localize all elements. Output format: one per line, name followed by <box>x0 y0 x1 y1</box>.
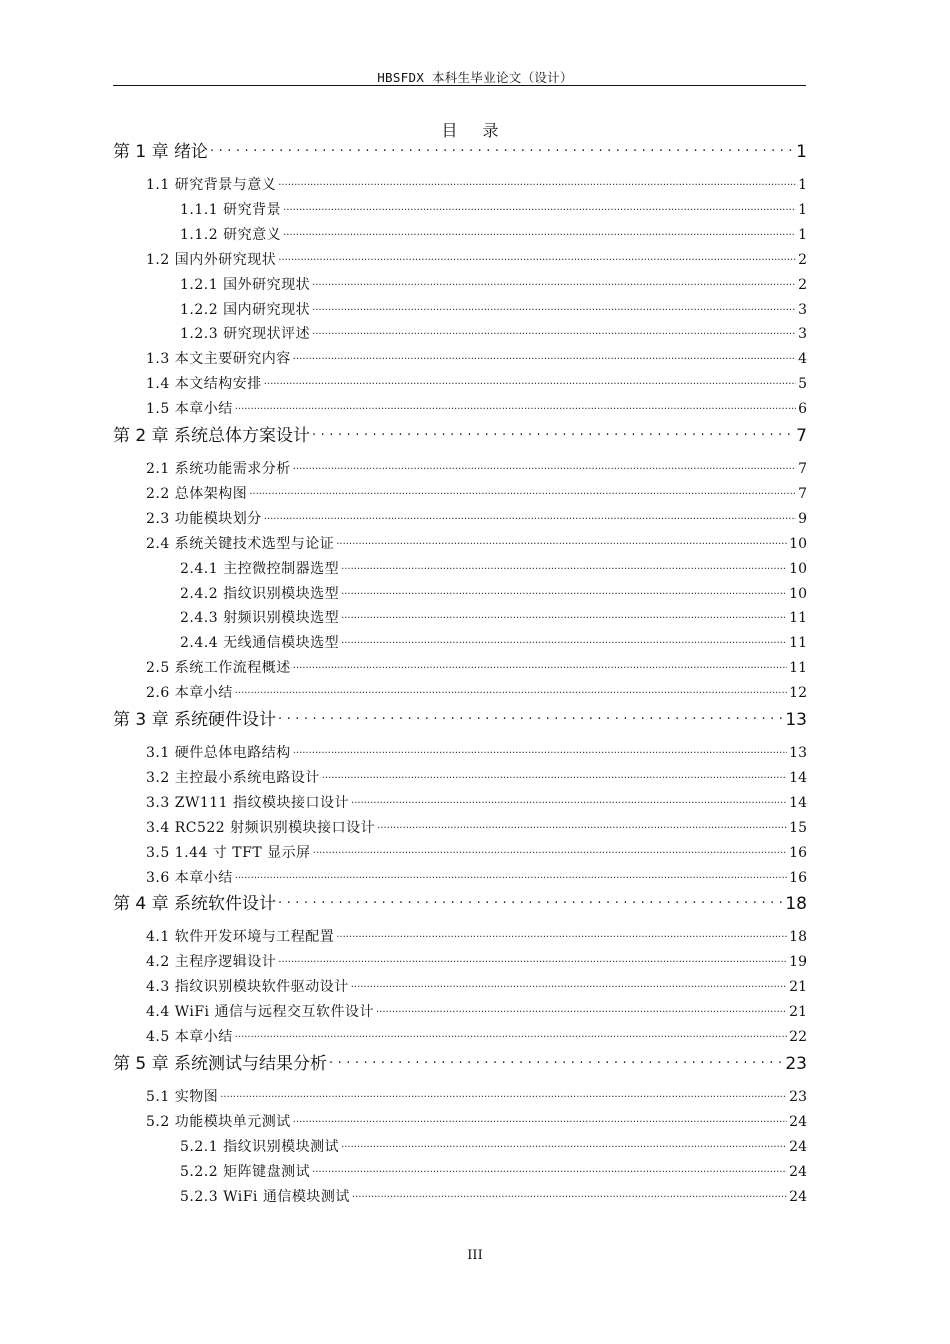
toc-dot-leader <box>264 374 796 388</box>
toc-entry-page-number: 24 <box>789 1163 807 1180</box>
toc-dot-leader <box>293 1112 787 1126</box>
toc-dot-leader <box>312 324 796 338</box>
toc-section-entry[interactable] <box>113 349 807 368</box>
toc-entry-page-number: 24 <box>789 1113 807 1130</box>
toc-dot-leader <box>220 1087 787 1101</box>
toc-entry-page-number: 10 <box>789 585 807 602</box>
toc-entry-label: 2.4.1 主控微控制器选型 <box>180 560 340 577</box>
toc-section-entry[interactable] <box>113 927 807 946</box>
toc-entry-page-number: 10 <box>789 535 807 552</box>
toc-entry-page-number: 21 <box>789 1004 807 1021</box>
toc-entry-label: 1.1 研究背景与意义 <box>146 177 277 193</box>
toc-dot-leader <box>376 1002 787 1016</box>
toc-entry-page-number: 6 <box>798 401 807 418</box>
toc-subsection-entry[interactable] <box>113 559 807 578</box>
toc-entry-label: 1.3 本文主要研究内容 <box>146 351 291 368</box>
toc-entry-page-number: 22 <box>789 1029 807 1045</box>
page-number: III <box>467 1248 483 1263</box>
toc-entry-page-number: 11 <box>789 610 807 627</box>
toc-entry-label: 2.5 系统工作流程概述 <box>146 660 291 677</box>
toc-section-entry[interactable] <box>113 175 807 194</box>
toc-entry-page-number: 12 <box>789 685 807 702</box>
toc-dot-leader <box>313 843 788 857</box>
toc-entry-label: 2.1 系统功能需求分析 <box>146 461 291 477</box>
toc-entry-label: 第 5 章 系统测试与结果分析 <box>113 1053 328 1074</box>
toc-subsection-entry[interactable] <box>113 608 807 627</box>
toc-subsection-entry[interactable] <box>113 633 807 652</box>
toc-entry-label: 3.6 本章小结 <box>146 869 233 886</box>
toc-dot-leader <box>312 1162 787 1176</box>
toc-section-entry[interactable] <box>113 374 807 393</box>
toc-entry-label: 2.2 总体架构图 <box>146 485 248 502</box>
toc-dot-leader <box>278 250 796 264</box>
toc-entry-page-number: 11 <box>789 660 807 677</box>
toc-dot-leader <box>293 658 787 672</box>
toc-entry-label: 3.4 RC522 射频识别模块接口设计 <box>146 819 376 836</box>
toc-entry-page-number: 14 <box>789 794 807 811</box>
toc-dot-leader <box>351 977 787 991</box>
toc-entry-page-number: 16 <box>789 869 807 886</box>
toc-entry-page-number: 2 <box>798 276 807 293</box>
toc-section-entry[interactable] <box>113 658 807 677</box>
toc-section-entry[interactable] <box>113 743 807 762</box>
toc-section-entry[interactable] <box>113 459 807 478</box>
toc-chapter-entry[interactable] <box>113 140 807 163</box>
toc-entry-label: 1.1.1 研究背景 <box>180 201 282 218</box>
toc-subsection-entry[interactable] <box>113 584 807 603</box>
toc-subsection-entry[interactable] <box>113 1162 807 1181</box>
toc-dot-leader <box>351 793 787 807</box>
toc-title: 目 录 <box>441 121 509 140</box>
toc-section-entry[interactable] <box>113 1087 807 1106</box>
toc-dot-leader <box>341 1137 787 1151</box>
toc-entry-page-number: 23 <box>789 1088 807 1105</box>
toc-subsection-entry[interactable] <box>113 1187 807 1206</box>
toc-entry-page-number: 1 <box>798 201 807 218</box>
toc-dot-leader <box>312 424 794 441</box>
toc-entry-page-number: 3 <box>798 301 807 318</box>
toc-section-entry[interactable] <box>113 534 807 553</box>
toc-dot-leader <box>283 225 796 239</box>
toc-dot-leader <box>235 868 787 882</box>
toc-dot-leader <box>341 584 787 598</box>
toc-section-entry[interactable] <box>113 1112 807 1131</box>
toc-section-entry[interactable] <box>113 868 807 887</box>
toc-chapter-entry[interactable] <box>113 708 807 731</box>
toc-dot-leader <box>278 175 796 189</box>
toc-entry-label: 2.4.2 指纹识别模块选型 <box>180 585 340 602</box>
toc-dot-leader <box>352 1187 787 1201</box>
toc-entry-page-number: 10 <box>789 560 807 577</box>
toc-section-entry[interactable] <box>113 1002 807 1021</box>
toc-section-entry[interactable] <box>113 952 807 971</box>
toc-entry-page-number: 1 <box>796 142 807 162</box>
toc-dot-leader <box>341 633 787 647</box>
toc-dot-leader <box>278 708 783 725</box>
toc-section-entry[interactable] <box>113 818 807 837</box>
toc-dot-leader <box>278 892 783 909</box>
toc-subsection-entry[interactable] <box>113 324 807 343</box>
toc-entry-page-number: 5 <box>798 376 807 393</box>
toc-entry-label: 5.2.2 矩阵键盘测试 <box>180 1163 311 1180</box>
toc-entry-label: 4.5 本章小结 <box>146 1029 233 1045</box>
toc-entry-label: 1.1.2 研究意义 <box>180 226 282 243</box>
toc-section-entry[interactable] <box>113 683 807 702</box>
toc-entry-label: 第 2 章 系统总体方案设计 <box>113 426 311 446</box>
toc-entry-label: 第 4 章 系统软件设计 <box>113 894 277 915</box>
toc-dot-leader <box>322 768 787 782</box>
toc-entry-label: 5.2 功能模块单元测试 <box>146 1113 291 1130</box>
toc-entry-page-number: 13 <box>789 745 807 761</box>
toc-subsection-entry[interactable] <box>113 225 807 244</box>
toc-entry-page-number: 3 <box>798 326 807 343</box>
toc-subsection-entry[interactable] <box>113 300 807 319</box>
toc-entry-label: 5.1 实物图 <box>146 1088 219 1105</box>
toc-entry-label: 1.2.3 研究现状评述 <box>180 326 311 343</box>
toc-section-entry[interactable] <box>113 509 807 528</box>
toc-entry-page-number: 23 <box>785 1053 807 1074</box>
toc-entry-label: 3.2 主控最小系统电路设计 <box>146 769 320 786</box>
toc-entry-page-number: 7 <box>796 426 807 446</box>
toc-dot-leader <box>235 683 787 697</box>
toc-dot-leader <box>293 459 796 473</box>
toc-dot-leader <box>235 399 796 413</box>
toc-entry-page-number: 1 <box>798 226 807 243</box>
toc-subsection-entry[interactable] <box>113 275 807 294</box>
toc-subsection-entry[interactable] <box>113 200 807 219</box>
toc-entry-label: 4.1 软件开发环境与工程配置 <box>146 929 335 946</box>
toc-entry-page-number: 14 <box>789 769 807 786</box>
toc-dot-leader <box>283 200 796 214</box>
toc-dot-leader <box>341 608 787 622</box>
toc-entry-label: 4.4 WiFi 通信与远程交互软件设计 <box>146 1004 374 1021</box>
toc-entry-label: 4.3 指纹识别模块软件驱动设计 <box>146 979 349 996</box>
toc-entry-label: 1.2.2 国内研究现状 <box>180 301 311 318</box>
toc-dot-leader <box>249 484 796 498</box>
toc-entry-page-number: 15 <box>789 819 807 836</box>
toc-dot-leader <box>329 1052 783 1069</box>
toc-dot-leader <box>377 818 787 832</box>
toc-section-entry[interactable] <box>113 250 807 269</box>
page-header-title: HBSFDX 本科生毕业论文（设计） <box>377 70 573 85</box>
toc-dot-leader <box>312 275 796 289</box>
toc-entry-label: 1.4 本文结构安排 <box>146 376 262 393</box>
toc-entry-page-number: 9 <box>798 510 807 527</box>
toc-dot-leader <box>336 534 787 548</box>
toc-section-entry[interactable] <box>113 793 807 812</box>
toc-entry-page-number: 16 <box>789 844 807 861</box>
toc-entry-page-number: 18 <box>785 894 807 915</box>
toc-entry-page-number: 24 <box>789 1188 807 1205</box>
toc-entry-label: 第 1 章 绪论 <box>113 142 209 162</box>
toc-entry-page-number: 13 <box>785 710 807 730</box>
toc-entry-label: 5.2.1 指纹识别模块测试 <box>180 1138 340 1155</box>
toc-dot-leader <box>336 927 787 941</box>
toc-section-entry[interactable] <box>113 768 807 787</box>
toc-entry-label: 第 3 章 系统硬件设计 <box>113 710 277 730</box>
toc-entry-page-number: 4 <box>798 351 807 368</box>
toc-entry-page-number: 21 <box>789 979 807 996</box>
toc-entry-label: 2.4.3 射频识别模块选型 <box>180 610 340 627</box>
toc-chapter-entry[interactable] <box>113 1052 807 1075</box>
toc-entry-page-number: 7 <box>798 485 807 502</box>
toc-entry-label: 5.2.3 WiFi 通信模块测试 <box>180 1188 350 1205</box>
toc-dot-leader <box>293 743 787 757</box>
toc-dot-leader <box>341 559 787 573</box>
toc-entry-page-number: 7 <box>798 461 807 477</box>
toc-section-entry[interactable] <box>113 484 807 503</box>
toc-entry-page-number: 19 <box>789 954 807 971</box>
toc-entry-label: 3.3 ZW111 指纹模块接口设计 <box>146 794 350 811</box>
toc-entry-label: 2.3 功能模块划分 <box>146 510 262 527</box>
toc-entry-label: 4.2 主程序逻辑设计 <box>146 954 277 971</box>
toc-entry-page-number: 1 <box>798 177 807 193</box>
toc-entry-label: 1.5 本章小结 <box>146 401 233 418</box>
toc-chapter-entry[interactable] <box>113 424 807 447</box>
toc-subsection-entry[interactable] <box>113 1137 807 1156</box>
toc-dot-leader <box>293 349 796 363</box>
toc-entry-label: 3.5 1.44 寸 TFT 显示屏 <box>146 844 311 861</box>
toc-entry-label: 1.2 国内外研究现状 <box>146 251 277 268</box>
toc-section-entry[interactable] <box>113 1027 807 1046</box>
toc-section-entry[interactable] <box>113 399 807 418</box>
toc-dot-leader <box>235 1027 787 1041</box>
header-divider <box>113 85 806 86</box>
toc-dot-leader <box>210 140 794 157</box>
toc-chapter-entry[interactable] <box>113 892 807 915</box>
toc-entry-label: 2.4 系统关键技术选型与论证 <box>146 535 335 552</box>
toc-section-entry[interactable] <box>113 977 807 996</box>
toc-entry-label: 2.4.4 无线通信模块选型 <box>180 635 340 652</box>
toc-entry-page-number: 18 <box>789 929 807 946</box>
toc-section-entry[interactable] <box>113 843 807 862</box>
toc-dot-leader <box>312 300 796 314</box>
toc-entry-label: 3.1 硬件总体电路结构 <box>146 745 291 761</box>
toc-entry-page-number: 11 <box>789 635 807 652</box>
toc-entry-page-number: 24 <box>789 1138 807 1155</box>
toc-entry-label: 1.2.1 国外研究现状 <box>180 276 311 293</box>
toc-entry-page-number: 2 <box>798 251 807 268</box>
toc-entry-label: 2.6 本章小结 <box>146 685 233 702</box>
toc-dot-leader <box>278 952 787 966</box>
toc-dot-leader <box>264 509 796 523</box>
